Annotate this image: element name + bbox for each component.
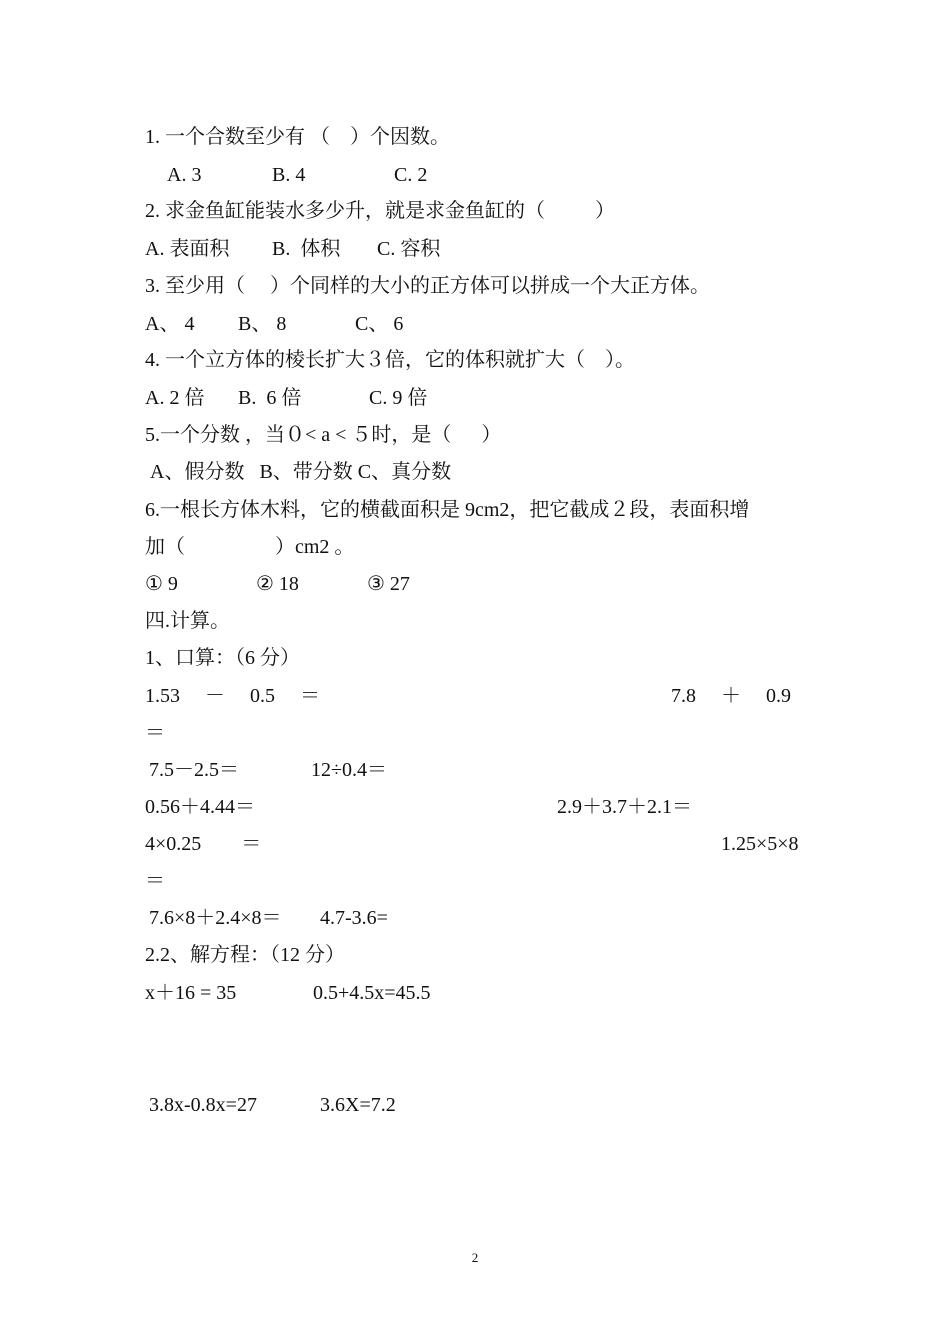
question-5-stem: 5.一个分数 ，当０< a < ５时，是（ ）	[145, 424, 502, 446]
equations-heading-text: 2.2、解方程：（12 分）	[145, 944, 345, 966]
expr-9: 7.6×8＋2.4×8＝	[149, 907, 282, 929]
question-4-options	[0, 383, 950, 413]
option-a: A. 表面积	[145, 238, 230, 260]
equation-1: x＋16 = 35	[145, 982, 237, 1004]
page-number: 2	[471, 1250, 479, 1265]
oral-row-1	[0, 681, 950, 711]
option-c: C、 6	[355, 313, 404, 335]
question-3	[0, 271, 950, 301]
option-b: B、 8	[238, 313, 287, 335]
option-c: C. 容积	[377, 238, 441, 260]
equation-2: 0.5+4.5x=45.5	[313, 982, 431, 1004]
expr-1: 1.53 － 0.5 ＝	[145, 685, 320, 707]
oral-heading: 1、口算：（6 分）	[145, 647, 300, 669]
oral-row-2	[0, 755, 950, 785]
question-5-options-text: A、假分数 B、带分数 C、真分数	[150, 461, 452, 483]
option-c: C. 9 倍	[369, 387, 428, 409]
option-b: B. 6 倍	[238, 387, 302, 409]
option-2: ② 18	[256, 573, 299, 595]
question-2-options	[0, 234, 950, 264]
question-1	[0, 122, 950, 152]
question-4-stem: 4. 一个立方体的棱长扩大３倍，它的体积就扩大（ ）。	[145, 349, 635, 371]
question-3-stem: 3. 至少用（ ）个同样的大小的正方体可以拼成一个大正方体。	[145, 275, 710, 297]
equations-row-2	[0, 1090, 950, 1120]
section-4-title	[0, 606, 950, 636]
question-4	[0, 345, 950, 375]
question-6-continued	[0, 532, 950, 562]
oral-row-4	[0, 829, 950, 859]
section-title: 四.计算。	[145, 610, 230, 632]
option-a: A. 3	[167, 164, 202, 186]
expr-2: 7.8 ＋ 0.9	[671, 685, 791, 707]
oral-row-3	[0, 792, 950, 822]
question-6	[0, 495, 950, 525]
question-6-options	[0, 569, 950, 599]
expr-4: 12÷0.4＝	[311, 759, 387, 781]
option-b: B. 4	[272, 164, 306, 186]
question-2-stem: 2. 求金鱼缸能装水多少升，就是求金鱼缸的（ ）	[145, 200, 615, 222]
question-2	[0, 196, 950, 226]
oral-row-5	[0, 903, 950, 933]
question-5	[0, 420, 950, 450]
oral-row-1-wrap	[0, 718, 950, 748]
oral-calculation-heading	[0, 643, 950, 673]
expr-5: 0.56＋4.44＝	[145, 796, 255, 818]
oral-row-4-wrap	[0, 866, 950, 896]
expr-8: 1.25×5×8	[721, 833, 799, 855]
expr-8-equals: ＝	[145, 870, 165, 892]
equations-heading	[0, 940, 950, 970]
option-3: ③ 27	[367, 573, 410, 595]
question-6-stem-line-2: 加（ ）cm2 。	[145, 536, 355, 558]
equation-4: 3.6X=7.2	[320, 1094, 396, 1116]
question-1-stem: 1. 一个合数至少有 （ ）个因数。	[145, 126, 450, 148]
option-a: A. 2 倍	[145, 387, 205, 409]
question-5-options	[0, 457, 950, 487]
option-c: C. 2	[394, 164, 428, 186]
expr-3: 7.5－2.5＝	[149, 759, 239, 781]
option-b: B. 体积	[272, 238, 341, 260]
expr-2-equals: ＝	[145, 722, 165, 744]
question-3-options	[0, 309, 950, 339]
equation-3: 3.8x-0.8x=27	[149, 1094, 257, 1116]
equations-row-1	[0, 978, 950, 1008]
option-1: ① 9	[145, 573, 178, 595]
option-a: A、 4	[145, 313, 195, 335]
expr-6: 2.9＋3.7＋2.1＝	[557, 796, 692, 818]
question-6-stem-line-1: 6.一根长方体木料，它的横截面积是 9cm2，把它截成２段，表面积增	[145, 499, 750, 521]
expr-10: 4.7-3.6=	[320, 907, 388, 929]
question-1-options	[0, 160, 950, 190]
expr-7: 4×0.25 ＝	[145, 833, 262, 855]
